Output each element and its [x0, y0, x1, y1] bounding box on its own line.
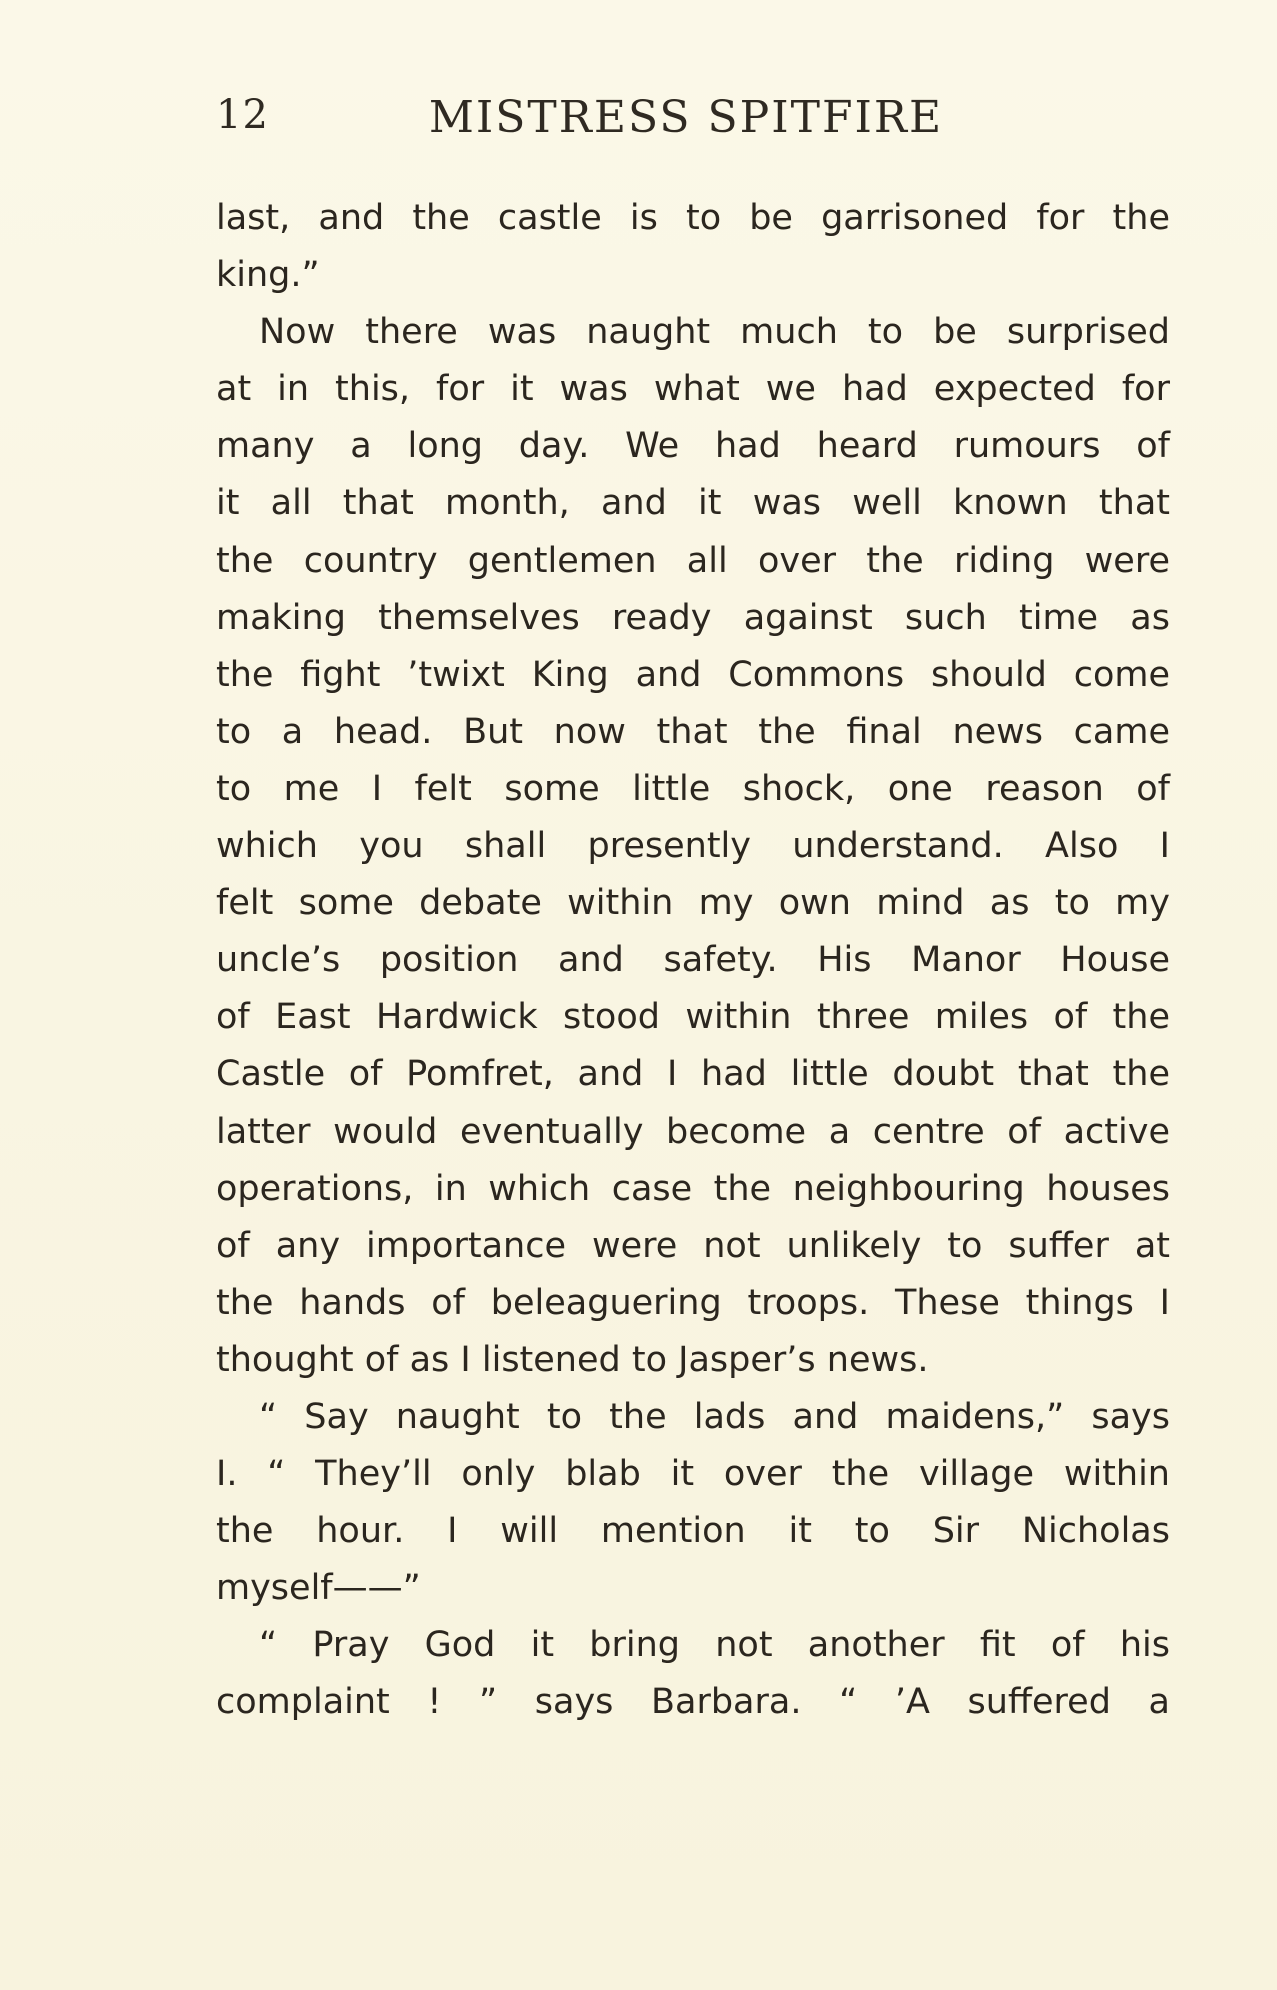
text-line: many a long day. We had heard rumours of — [216, 426, 1170, 467]
text-line: felt some debate within my own mind as to my — [216, 883, 1170, 924]
text-line: latter would eventually become a centre of active — [216, 1111, 1170, 1152]
text-line: it all that month, and it was well known that — [216, 483, 1170, 524]
page-number: 12 — [216, 92, 269, 138]
text-line: I. “ They’ll only blab it over the village within — [216, 1454, 1170, 1495]
page-header — [216, 92, 1174, 142]
text-line: making themselves ready against such time as — [216, 597, 1170, 638]
text-line: myself——” — [216, 1568, 421, 1609]
text-line: at in this, for it was what we had expected for — [216, 369, 1170, 410]
text-line: uncle’s position and safety. His Manor House — [216, 940, 1170, 981]
text-line: Castle of Pomfret, and I had little doubt that the — [216, 1054, 1170, 1095]
text-line: Now there was naught much to be surprised — [259, 312, 1170, 353]
text-line: thought of as I listened to Jasper’s news. — [216, 1339, 929, 1380]
text-line: “ Pray God it bring not another fit of his — [259, 1625, 1170, 1666]
text-line: operations, in which case the neighbouring houses — [216, 1168, 1170, 1209]
text-line: the country gentlemen all over the riding were — [216, 540, 1170, 581]
text-line: to me I felt some little shock, one reason of — [216, 768, 1170, 809]
text-line: the fight ’twixt King and Commons should come — [216, 654, 1170, 695]
text-line: to a head. But now that the final news came — [216, 711, 1170, 752]
text-line: of any importance were not unlikely to suffer at — [216, 1225, 1170, 1266]
running-title: MISTRESS SPITFIRE — [428, 92, 944, 143]
text-line: of East Hardwick stood within three miles of the — [216, 997, 1170, 1038]
text-line: the hands of beleaguering troops. These things I — [216, 1282, 1170, 1323]
text-line: which you shall presently understand. Also I — [216, 826, 1170, 867]
text-line: “ Say naught to the lads and maidens,” says — [259, 1396, 1170, 1437]
text-line: last, and the castle is to be garrisoned for the — [216, 198, 1170, 238]
text-line: complaint ! ” says Barbara. “ ’A suffered a — [216, 1682, 1170, 1723]
text-line: king.” — [216, 255, 320, 296]
text-line: the hour. I will mention it to Sir Nicholas — [216, 1511, 1170, 1552]
body-text — [216, 190, 1170, 1732]
